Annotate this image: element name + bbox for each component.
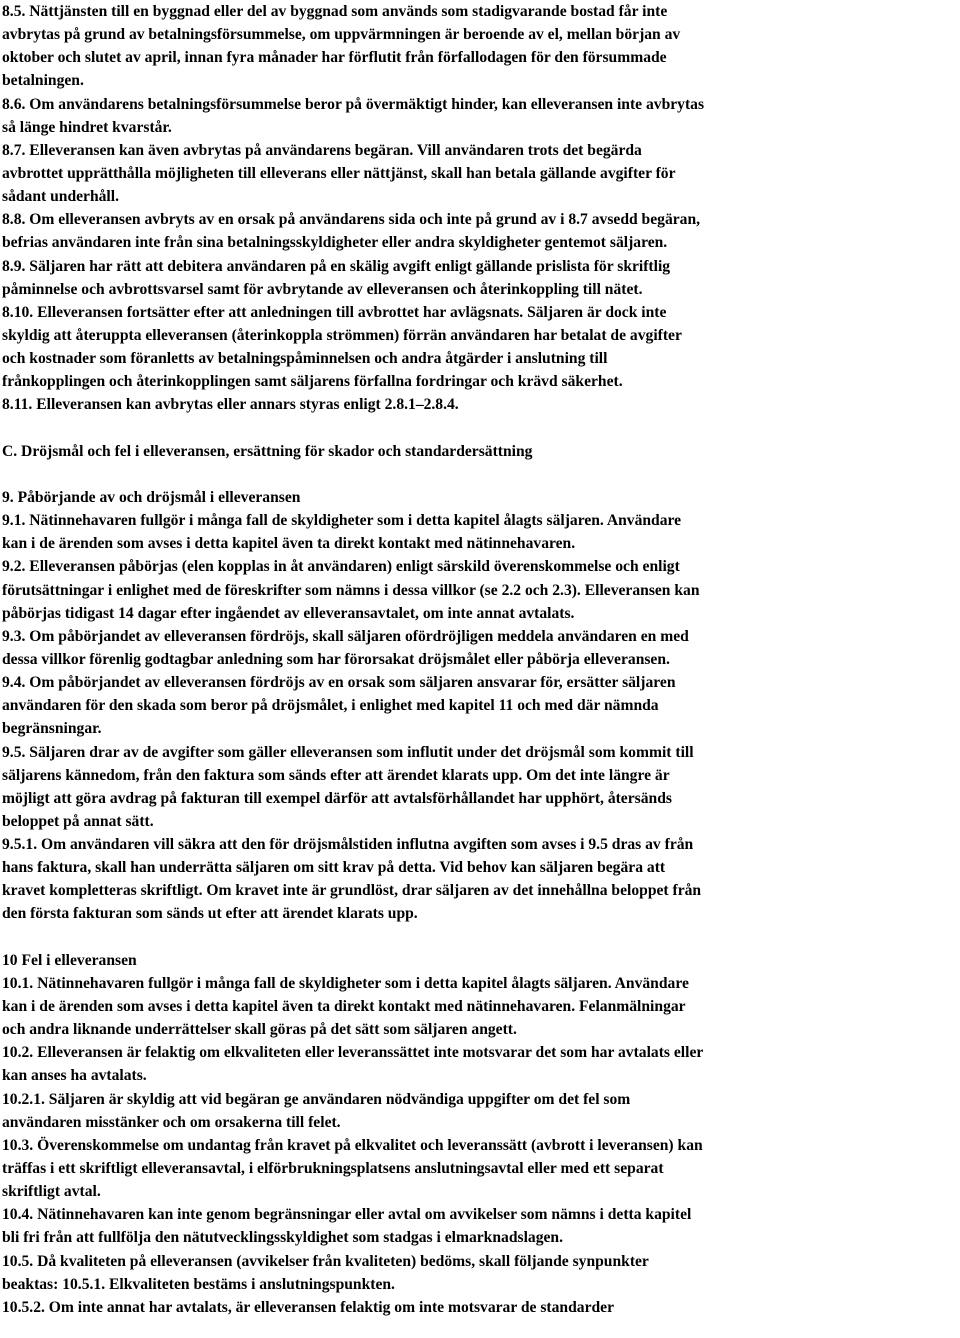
paragraph bbox=[2, 393, 956, 416]
text-line: och andra liknande underrättelser skall göras på det sätt som säljaren angett. bbox=[2, 1021, 517, 1039]
text-line: avbrytas på grund av betalningsförsummelse, om uppvärmningen är beroende av el, mellan början av bbox=[2, 26, 681, 44]
text-line: kan i de ärenden som avses i detta kapitel även ta direkt kontakt med nätinnehavaren. Felanmälningar bbox=[2, 998, 686, 1016]
text-line: 8.7. Elleveransen kan även avbrytas på användarens begäran. Vill användaren trots det begärda bbox=[2, 141, 642, 159]
text-line: träffas i ett skriftligt elleveransavtal, i elförbrukningsplatsens anslutningsavtal eller med ett separat bbox=[2, 1160, 664, 1178]
text-line: sådant underhåll. bbox=[2, 188, 119, 206]
text-line: 9.3. Om påbörjandet av elleveransen fördröjs, skall säljaren ofördröjligen meddela användaren en med bbox=[2, 627, 689, 645]
paragraph bbox=[2, 1296, 956, 1319]
text-line: förutsättningar i enlighet med de föreskrifter som nämns i dessa villkor (se 2.2 och 2.3). Elleveransen kan bbox=[2, 581, 700, 599]
paragraph bbox=[2, 208, 956, 254]
paragraph bbox=[2, 972, 956, 1041]
paragraph bbox=[2, 1088, 956, 1134]
paragraph bbox=[2, 671, 956, 740]
paragraph-spacer bbox=[2, 463, 956, 486]
text-line: 8.11. Elleveransen kan avbrytas eller annars styras enligt 2.8.1–2.8.4. bbox=[2, 396, 459, 414]
document-page bbox=[2, 0, 956, 1319]
text-line: 9.2. Elleveransen påbörjas (elen kopplas in åt användaren) enligt särskild överenskommelse och enligt bbox=[2, 558, 680, 576]
paragraph bbox=[2, 949, 956, 972]
text-line: befrias användaren inte från sina betalningsskyldigheter eller andra skyldigheter gentemot säljaren. bbox=[2, 234, 668, 252]
text-line: 8.6. Om användarens betalningsförsummelse beror på övermäktigt hinder, kan elleveransen inte avbrytas bbox=[2, 95, 705, 113]
text-line: 8.8. Om elleveransen avbryts av en orsak på användarens sida och inte på grund av i 8.7 avsedd begäran, bbox=[2, 211, 701, 229]
text-line: avbrottet upprätthålla möjligheten till elleverans eller nättjänst, skall han betala gällande avgifter för bbox=[2, 164, 676, 182]
text-line: frånkopplingen och återinkopplingen samt säljarens förfallna fordringar och krävd säkerhet. bbox=[2, 373, 623, 391]
paragraph bbox=[2, 625, 956, 671]
text-line: 10.2.1. Säljaren är skyldig att vid begäran ge användaren nödvändiga uppgifter om det fel som bbox=[2, 1090, 631, 1108]
text-line: och kostnader som föranletts av betalningspåminnelsen och andra åtgärder i anslutning till bbox=[2, 350, 608, 368]
text-line: 9.5.1. Om användaren vill säkra att den för dröjsmålstiden influtna avgiften som avses i 9.5 dras av från bbox=[2, 836, 694, 854]
text-line: skriftligt avtal. bbox=[2, 1183, 101, 1201]
paragraph-spacer bbox=[2, 417, 956, 440]
text-line: beaktas: 10.5.1. Elkvaliteten bestäms i anslutningspunkten. bbox=[2, 1275, 395, 1293]
paragraph bbox=[2, 440, 956, 463]
text-line: möjligt att göra avdrag på fakturan till exempel därför att avtalsförhållandet har upphört, återsänds bbox=[2, 789, 672, 807]
text-line: 10.2. Elleveransen är felaktig om elkvaliteten eller leveranssättet inte motsvarar det som har avtalats eller bbox=[2, 1044, 704, 1062]
text-line: 9.4. Om påbörjandet av elleveransen fördröjs av en orsak som säljaren ansvarar för, ersätter säljaren bbox=[2, 674, 676, 692]
paragraph bbox=[2, 1250, 956, 1296]
text-line: 10.4. Nätinnehavaren kan inte genom begränsningar eller avtal om avvikelser som nämns i detta kapitel bbox=[2, 1206, 692, 1224]
text-line: 8.10. Elleveransen fortsätter efter att anledningen till avbrottet har avlägsnats. Säljaren är dock inte bbox=[2, 303, 667, 321]
text-line: 10 Fel i elleveransen bbox=[2, 951, 137, 969]
text-line: C. Dröjsmål och fel i elleveransen, ersättning för skador och standardersättning bbox=[2, 442, 533, 460]
paragraph bbox=[2, 93, 956, 139]
text-line: 10.5. Då kvaliteten på elleveransen (avvikelser från kvaliteten) bedöms, skall följande synpunkter bbox=[2, 1252, 649, 1270]
text-line: 10.3. Överenskommelse om undantag från kravet på elkvalitet och leveranssätt (avbrott i leveransen) kan bbox=[2, 1136, 703, 1154]
text-line: skyldig att återuppta elleveransen (återinkoppla strömmen) förrän användaren har betalat de avgifter bbox=[2, 326, 682, 344]
text-line: kravet kompletteras skriftligt. Om kravet inte är grundlöst, drar säljaren av det innehållna beloppet från bbox=[2, 882, 702, 900]
text-line: 9. Påbörjande av och dröjsmål i elleveransen bbox=[2, 488, 301, 506]
text-line: så länge hindret kvarstår. bbox=[2, 118, 172, 136]
text-line: dessa villkor förenlig godtagbar anledning som har förorsakat dröjsmålet eller påbörja elleveransen. bbox=[2, 650, 670, 668]
text-line: hans faktura, skall han underrätta säljaren om sitt krav på detta. Vid behov kan säljaren begära att bbox=[2, 859, 666, 877]
text-line: användaren för den skada som beror på dröjsmålet, i enlighet med kapitel 11 och med där nämnda bbox=[2, 697, 659, 715]
paragraph bbox=[2, 509, 956, 555]
paragraph bbox=[2, 555, 956, 624]
paragraph bbox=[2, 833, 956, 926]
paragraph bbox=[2, 741, 956, 834]
paragraph bbox=[2, 1041, 956, 1087]
text-line: användaren misstänker och om orsakerna till felet. bbox=[2, 1113, 341, 1131]
text-line: beloppet på annat sätt. bbox=[2, 812, 154, 830]
paragraph-spacer bbox=[2, 926, 956, 949]
paragraph bbox=[2, 1203, 956, 1249]
text-line: oktober och slutet av april, innan fyra månader har förflutit från förfallodagen för den försummade bbox=[2, 49, 667, 67]
text-line: 10.5.2. Om inte annat har avtalats, är elleveransen felaktig om inte motsvarar de standarder bbox=[2, 1298, 615, 1316]
paragraph bbox=[2, 1134, 956, 1203]
text-line: påminnelse och avbrottsvarsel samt för avbrytande av elleveransen och återinkoppling till nätet. bbox=[2, 280, 643, 298]
text-line: 9.5. Säljaren drar av de avgifter som gäller elleveransen som influtit under det dröjsmål som kommit till bbox=[2, 743, 694, 761]
text-line: 8.9. Säljaren har rätt att debitera användaren på en skälig avgift enligt gällande prislista för skriftlig bbox=[2, 257, 671, 275]
text-line: påbörjas tidigast 14 dagar efter ingåendet av elleveransavtalet, om inte annat avtalats. bbox=[2, 604, 575, 622]
paragraph bbox=[2, 486, 956, 509]
text-line: begränsningar. bbox=[2, 720, 102, 738]
paragraph bbox=[2, 139, 956, 208]
text-line: betalningen. bbox=[2, 72, 84, 90]
text-line: kan i de ärenden som avses i detta kapitel även ta direkt kontakt med nätinnehavaren. bbox=[2, 535, 576, 553]
text-line: 8.5. Nättjänsten till en byggnad eller del av byggnad som används som stadigvarande bostad får inte bbox=[2, 3, 668, 20]
paragraph bbox=[2, 0, 956, 93]
text-line: bli fri från att fullfölja den nätutvecklingsskyldighet som stadgas i elmarknadslagen. bbox=[2, 1229, 563, 1247]
text-line: den första fakturan som sänds ut efter att ärendet klarats upp. bbox=[2, 905, 418, 923]
text-line: kan anses ha avtalats. bbox=[2, 1067, 147, 1085]
paragraph bbox=[2, 301, 956, 394]
text-line: 9.1. Nätinnehavaren fullgör i många fall de skyldigheter som i detta kapitel ålagts säljaren. Användare bbox=[2, 512, 682, 530]
text-line: säljarens kännedom, från den faktura som sänds efter att ärendet klarats upp. Om det inte längre är bbox=[2, 766, 670, 784]
text-line: 10.1. Nätinnehavaren fullgör i många fall de skyldigheter som i detta kapitel ålagts säljaren. Användare bbox=[2, 974, 689, 992]
paragraph bbox=[2, 255, 956, 301]
